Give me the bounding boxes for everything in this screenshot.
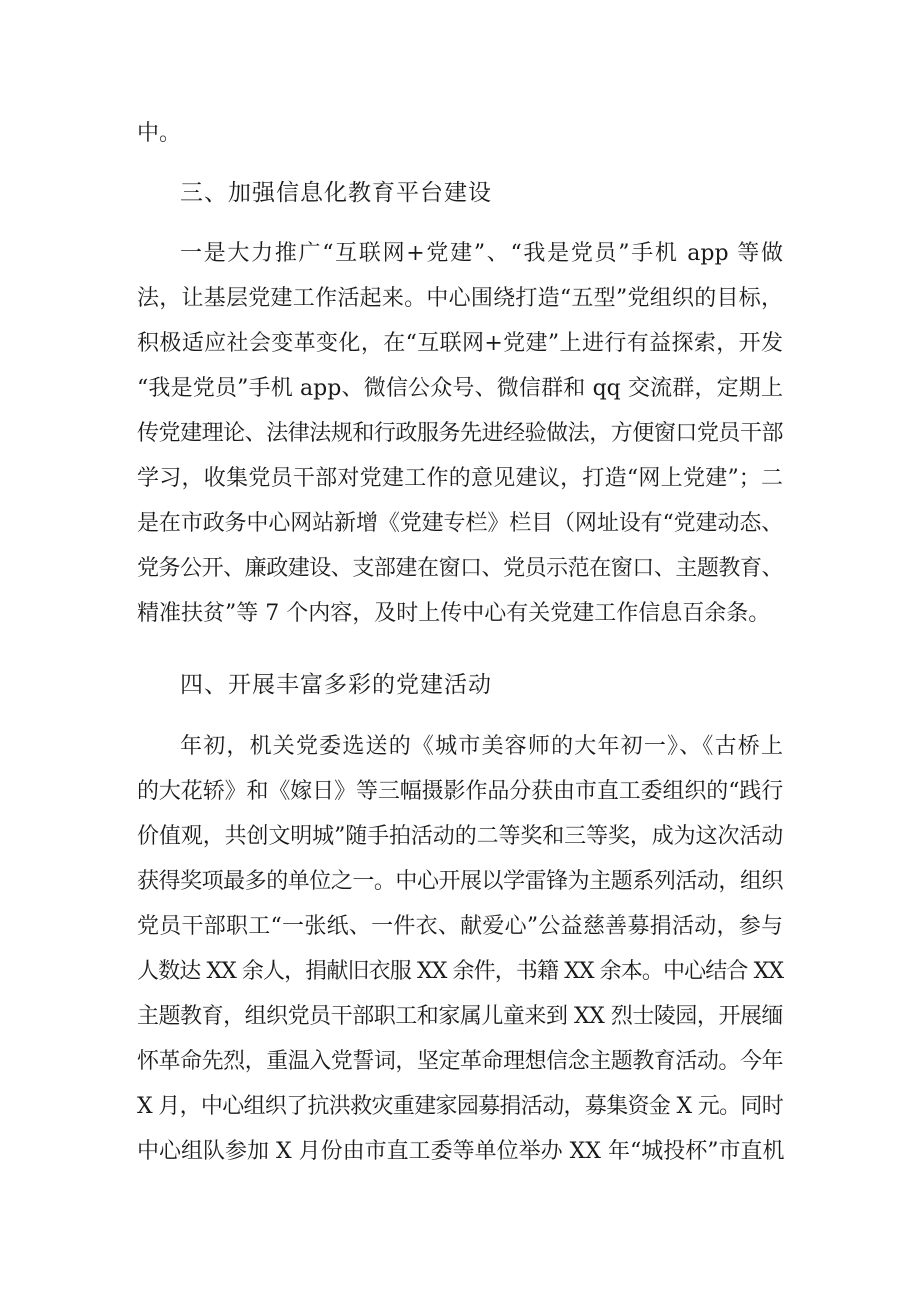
- section-heading-3: 三、加强信息化教育平台建设: [180, 180, 492, 206]
- paragraph-line: 价值观，共创文明城”随手拍活动的二等奖和三等奖，成为这次活动: [137, 824, 783, 849]
- paragraph-line: 法，让基层党建工作活起来。中心围绕打造“五型”党组织的目标，: [137, 286, 783, 311]
- paragraph-line: 的大花轿》和《嫁日》等三幅摄影作品分获由市直工委组织的“践行: [137, 779, 783, 804]
- paragraph-line: 传党建理论、法律法规和行政服务先进经验做法，方便窗口党员干部: [137, 421, 783, 446]
- paragraph-line: 怀革命先烈，重温入党誓词，坚定革命理想信念主题教育活动。今年: [137, 1049, 783, 1074]
- paragraph-line: 党务公开、廉政建设、支部建在窗口、党员示范在窗口、主题教育、: [137, 556, 783, 581]
- paragraph-line: 精准扶贫”等 7 个内容，及时上传中心有关党建工作信息百余条。: [137, 601, 771, 626]
- paragraph-line: 获得奖项最多的单位之一。中心开展以学雷锋为主题系列活动，组织: [137, 869, 783, 894]
- paragraph-line: 主题教育，组织党员干部职工和家属儿童来到 XX 烈士陵园，开展缅: [137, 1004, 783, 1029]
- paragraph-line: 中。: [137, 121, 182, 146]
- paragraph-line: 一是大力推广“互联网+党建”、“我是党员”手机 app 等做: [180, 241, 783, 266]
- paragraph-line: 中心组队参加 X 月份由市直工委等单位举办 XX 年“城投杯”市直机: [137, 1139, 785, 1164]
- paragraph-line: 年初，机关党委选送的《城市美容师的大年初一》、《古桥上: [180, 734, 783, 759]
- paragraph-line: X 月，中心组织了抗洪救灾重建家园募捐活动，募集资金 X 元。同时: [137, 1094, 783, 1119]
- paragraph-line: 党员干部职工“一张纸、一件衣、献爱心”公益慈善募捐活动，参与: [137, 914, 783, 939]
- paragraph-line: 人数达 XX 余人，捐献旧衣服 XX 余件，书籍 XX 余本。中心结合 XX: [137, 959, 783, 984]
- paragraph-line: 学习，收集党员干部对党建工作的意见建议，打造“网上党建”；二: [137, 466, 783, 491]
- paragraph-line: 是在市政务中心网站新增《党建专栏》栏目（网址设有“党建动态、: [137, 511, 783, 536]
- paragraph-line: “我是党员”手机 app、微信公众号、微信群和 qq 交流群，定期上: [137, 376, 783, 401]
- paragraph-line: 积极适应社会变革变化，在“互联网+党建”上进行有益探索，开发: [137, 331, 783, 356]
- section-heading-4: 四、开展丰富多彩的党建活动: [180, 672, 492, 698]
